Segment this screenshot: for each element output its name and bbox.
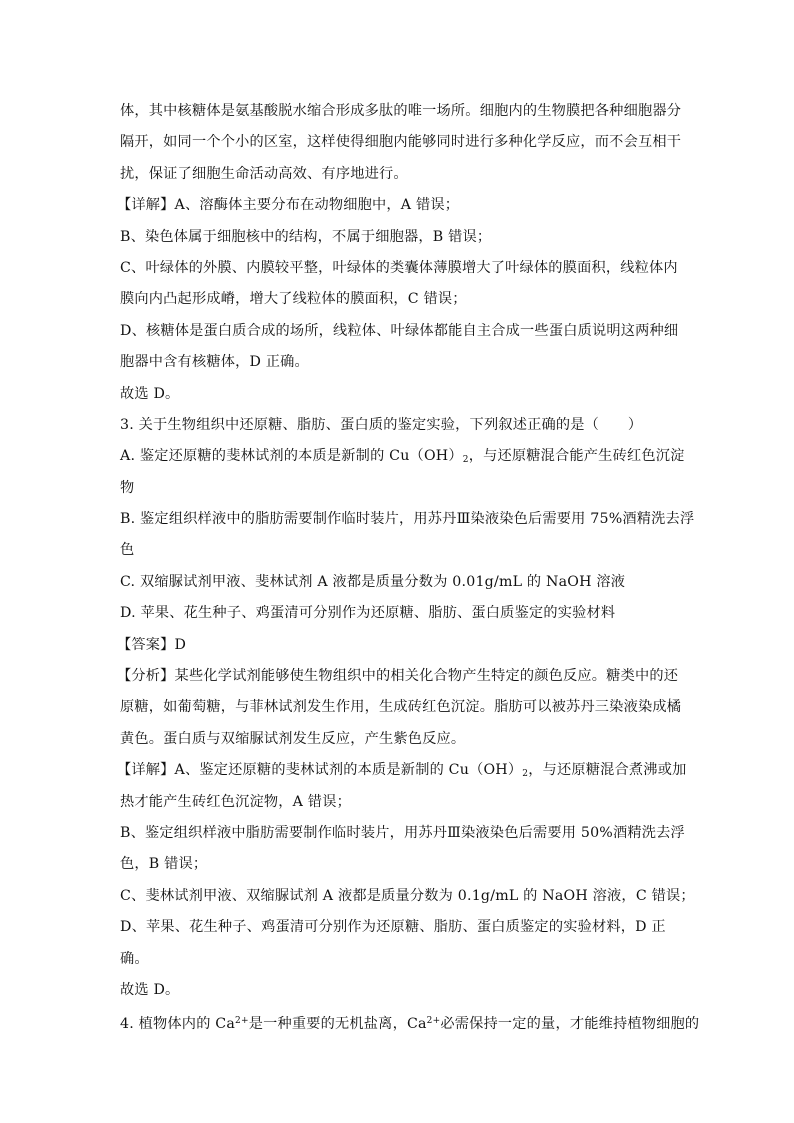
- subscript-2: 2: [462, 455, 469, 466]
- text-line-1: 体，其中核糖体是氨基酸脱水缩合形成多肽的唯一场所。细胞内的生物膜把各种细胞器分: [120, 103, 682, 119]
- superscript-charge: 2+: [235, 1016, 249, 1027]
- option-b-explanation: B、染色体属于细胞核中的结构，不属于细胞器，B 错误；: [120, 228, 492, 245]
- detail-a-text-post: ，与还原糖混合煮沸或加: [528, 762, 687, 779]
- answer-choice-line: 故选 D。: [120, 385, 180, 402]
- detail-line-d: D、苹果、花生种子、鸡蛋清可分别作为还原糖、脂肪、蛋白质鉴定的实验材料，D 正: [120, 919, 666, 936]
- question-3-option-c: C. 双缩脲试剂甲液、斐林试剂 A 液都是质量分数为 0.01g/mL 的 NaOH 溶液: [120, 573, 626, 590]
- question-3-option-d: D. 苹果、花生种子、鸡蛋清可分别作为还原糖、脂肪、蛋白质鉴定的实验材料: [120, 605, 616, 622]
- detail-line-b-cont: 色，B 错误；: [120, 856, 208, 873]
- text-line-3: 扰，保证了细胞生命活动高效、有序地进行。: [120, 165, 408, 182]
- detail-a-text-pre: 【详解】A、鉴定还原糖的斐林试剂的本质是新制的 Cu（OH）: [117, 762, 523, 779]
- question-3-option-b: B. 鉴定组织样液中的脂肪需要制作临时装片，用苏丹Ⅲ染液染色后需要用 75%酒精洗去浮: [120, 511, 695, 528]
- detail-line-c: C、斐林试剂甲液、双缩脲试剂 A 液都是质量分数为 0.1g/mL 的 NaOH 溶液，C 错误；: [120, 887, 695, 904]
- detail-line-d-cont: 确。: [120, 950, 149, 967]
- detail-line-a-cont: 热才能产生砖红色沉淀物，A 错误；: [120, 793, 351, 810]
- option-a-text-post: ，与还原糖混合能产生砖红色沉淀: [468, 448, 685, 465]
- question-4-stem: [120, 1006, 700, 1037]
- text-line-2: 隔开，如同一个个小的区室，这样使得细胞内能够同时进行多种化学反应，而不会互相干: [120, 134, 682, 151]
- question-3-option-b-cont: 色: [120, 542, 135, 559]
- q4-text-post: 必需保持一定的量，才能维持植物细胞的: [440, 1016, 700, 1033]
- analysis-line-3: 黄色。蛋白质与双缩脲试剂发生反应，产生紫色反应。: [120, 730, 466, 747]
- option-c-explanation-1: C、叶绿体的外膜、内膜较平整，叶绿体的类囊体薄膜增大了叶绿体的膜面积，线粒体内: [120, 259, 678, 276]
- option-d-explanation-2: 胞器中含有核糖体，D 正确。: [120, 354, 309, 371]
- q4-text-pre: 4. 植物体内的 Ca: [120, 1016, 236, 1033]
- question-3-stem: 3. 关于生物组织中还原糖、脂肪、蛋白质的鉴定实验，下列叙述正确的是（ ）: [120, 416, 643, 433]
- option-c-explanation-2: 膜向内凸起形成嵴，增大了线粒体的膜面积，C 错误；: [120, 291, 467, 308]
- question-3-option-a-cont: 物: [120, 479, 135, 496]
- q4-text-mid: 是一种重要的无机盐离，Ca: [248, 1016, 427, 1033]
- option-d-explanation-1: D、核糖体是蛋白质合成的场所，线粒体、叶绿体都能自主合成一些蛋白质说明这两种细: [120, 322, 679, 339]
- detail-label-line: 【详解】A、溶酶体主要分布在动物细胞中，A 错误；: [117, 197, 460, 214]
- analysis-line-1: 【分析】某些化学试剂能够使生物组织中的相关化合物产生特定的颜色反应。糖类中的还: [117, 668, 679, 685]
- analysis-line-2: 原糖，如葡萄糖，与菲林试剂发生作用，生成砖红色沉淀。脂肪可以被苏丹三染液染成橘: [120, 699, 682, 716]
- document-page: [117, 96, 700, 1038]
- answer-label: 【答案】D: [117, 636, 187, 653]
- option-a-text-pre: A. 鉴定还原糖的斐林试剂的本质是新制的 Cu（OH）: [120, 448, 463, 465]
- detail-line-b: B、鉴定组织样液中脂肪需要制作临时装片，用苏丹Ⅲ染液染色后需要用 50%酒精洗去浮: [120, 824, 685, 841]
- superscript-charge-2: 2+: [426, 1016, 441, 1027]
- subscript-2: 2: [522, 769, 529, 780]
- detail-line-a: [117, 755, 687, 786]
- question-3-option-a: [120, 441, 685, 472]
- answer-choice-line-2: 故选 D。: [120, 981, 180, 998]
